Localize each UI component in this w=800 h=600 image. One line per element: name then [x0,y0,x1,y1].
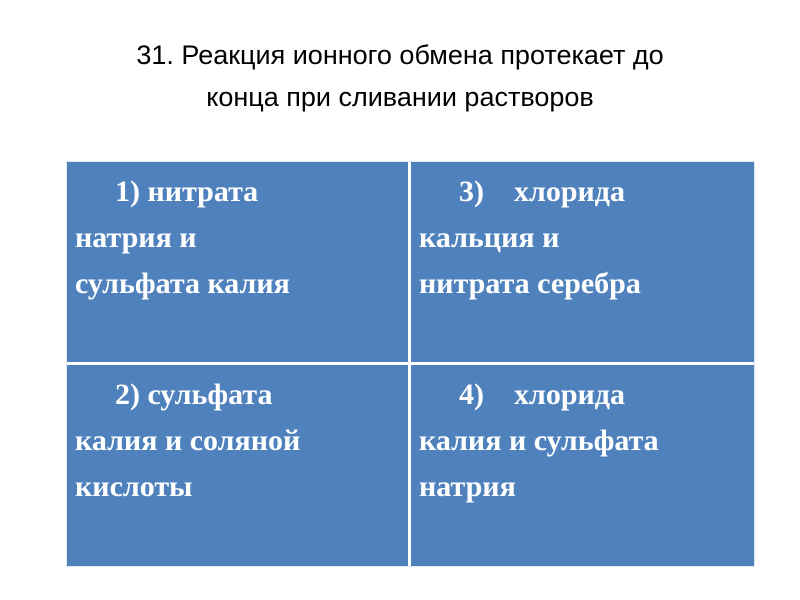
option-2-line-1 [75,372,400,418]
option-2-line-3: кислоты [75,470,193,503]
option-4-cell[interactable] [411,365,754,566]
option-1-text-1: нитрата [147,175,259,208]
option-4-text-1: хлорида [514,378,625,411]
option-2-cell[interactable] [67,365,408,566]
option-1-line-2: натрия и [75,221,197,254]
option-4-line-1 [419,372,746,418]
option-2-number: 2) [115,378,140,411]
option-1-line-1 [75,169,400,215]
option-1-line-3: сульфата калия [75,267,290,300]
option-4-number: 4) [459,378,484,411]
question-title-line-2: конца при сливании растворов [206,82,594,112]
option-3-line-3: нитрата серебра [419,267,641,300]
option-2-line-2: калия и соляной [75,424,301,457]
question-title-line-1: 31. Реакция ионного обмена протекает до [136,40,664,70]
option-3-line-1 [419,169,746,215]
option-3-cell[interactable] [411,162,754,362]
option-4-line-2: калия и сульфата [419,424,659,457]
answer-options-table [66,161,755,567]
option-3-text-1: хлорида [514,175,625,208]
option-4-line-3: натрия [419,470,516,503]
option-1-number: 1) [115,175,140,208]
option-3-line-2: кальция и [419,221,560,254]
option-2-text-1: сульфата [147,378,273,411]
question-title [40,34,760,118]
option-1-cell[interactable] [67,162,408,362]
option-3-number: 3) [459,175,484,208]
